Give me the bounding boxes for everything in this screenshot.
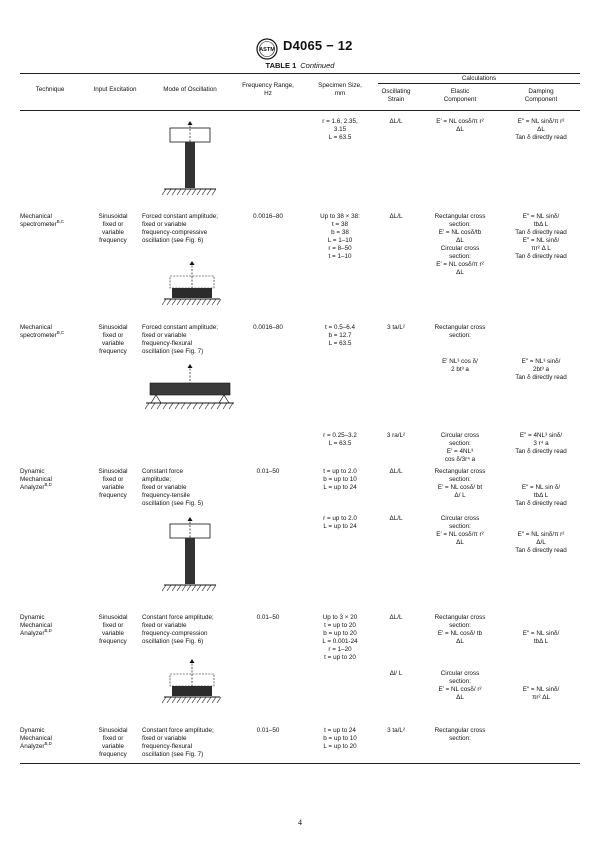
row5-input-line: fixed or: [102, 622, 124, 629]
row5-mode-line: oscillation (see Fig. 6): [142, 638, 204, 645]
row2-elastic-a: [420, 324, 500, 340]
row6-mode-line: oscillation (see Fig. 7): [142, 751, 204, 758]
row4-elastic-line: Rectangular cross: [434, 468, 486, 475]
row0-specimen: [305, 118, 375, 142]
row3-specimen-line: r = 0.25–3.2: [323, 432, 357, 439]
row0-elastic: [420, 118, 500, 134]
row2-strain: 3 ta/L²: [387, 324, 405, 331]
row5-elastic-line: E′ = NL cosδ/ tb: [437, 630, 483, 637]
row1-elastic-line: ΔL: [456, 269, 464, 276]
row1-damping-line: Tan δ directly read: [515, 229, 567, 236]
row1-frequency: 0.0016–80: [253, 213, 283, 220]
row5-elastic-line: section:: [449, 678, 471, 685]
col-specimen-line1: Specimen Size,: [318, 82, 362, 89]
row1-specimen: [305, 213, 375, 261]
row4-damping-line: Tan δ directly read: [515, 500, 567, 507]
row5-elastic-a: [420, 614, 500, 646]
row6-mode-line: frequency-flexural: [142, 743, 193, 750]
row1-damping-line: tbΔ L: [533, 221, 549, 228]
row6-frequency: 0.01–50: [256, 727, 280, 734]
tensile-specimen-figure: [158, 122, 222, 202]
row6-mode-line: Constant force amplitude;: [142, 727, 214, 734]
row1-specimen-line: t = 1–10: [328, 253, 352, 260]
row4-damping-line: tbΔ L: [533, 492, 549, 499]
row1-elastic-line: E′ = NL cosδ/π r²: [436, 261, 484, 268]
row5-elastic-b: [420, 670, 500, 702]
row4-strain-a: ΔL/L: [389, 468, 403, 475]
row4-elastic-line: E′ = NL cosδ/ bt: [437, 484, 483, 491]
row1-damping-line: E″ = NL sinδ/: [522, 213, 560, 220]
row2-elastic-b: [420, 358, 500, 374]
row1-damping: [502, 213, 580, 261]
row1-mode-line: Forced constant amplitude;: [142, 213, 218, 220]
row2-elastic-line: Rectangular cross: [434, 324, 486, 331]
col-frequency-line1: Frequency Range,: [242, 82, 294, 89]
row4-elastic-a: [420, 468, 500, 500]
row1-damping-line: E″ = NL sinδ/: [522, 237, 560, 244]
row4-technique-line: Analyzer: [20, 484, 45, 491]
row0-damping-line: Tan δ directly read: [515, 134, 567, 141]
row4-damping-b: [502, 531, 580, 555]
row1-elastic-line: ΔL: [456, 237, 464, 244]
row2-specimen: [305, 324, 375, 348]
row3-specimen: [305, 432, 375, 448]
row1-mode: [142, 213, 218, 245]
row2-input-line: frequency: [99, 348, 127, 355]
row2-damping-line: E″ = NL³ sinδ/: [521, 358, 561, 365]
row6-input-line: fixed or: [102, 735, 124, 742]
row5-input-line: frequency: [99, 638, 127, 645]
row4-technique: [20, 468, 52, 492]
row6-specimen-line: b = up to 10: [323, 735, 357, 742]
row4-specimen-a: [305, 468, 375, 492]
row3-elastic-line: Circular cross: [440, 432, 480, 439]
row5-elastic-line: Rectangular cross: [434, 614, 486, 621]
table-status: Continued: [300, 61, 335, 70]
row2-technique-footnote: B,C: [56, 330, 65, 335]
row4-technique-footnote: B,D: [44, 482, 52, 487]
row1-elastic-line: section:: [449, 253, 471, 260]
row4-elastic-line: ΔL: [456, 539, 464, 546]
row4-damping-line: E″ = NL sinδ/π r²: [517, 531, 565, 538]
row5-technique: [20, 614, 52, 638]
row4-elastic-line: Δ/ L: [454, 492, 466, 499]
row1-technique-line: spectrometer: [20, 221, 57, 228]
row5-strain-b: Δl/ L: [389, 670, 403, 677]
compression-specimen-figure: [160, 660, 224, 714]
row0-damping: [502, 118, 580, 142]
row2-mode: [142, 324, 218, 356]
row5-mode-line: frequency-compression: [142, 630, 208, 637]
col-damping-line1: Damping: [528, 88, 554, 95]
row5-specimen-line: Up to 3 × 20: [322, 614, 358, 621]
row6-elastic-line: Rectangular cross: [434, 727, 486, 734]
row1-elastic: [420, 213, 500, 277]
row1-specimen-line: Up to 38 × 38:: [320, 213, 360, 220]
row4-specimen-line: t = up to 2.0: [323, 468, 357, 475]
row4-mode-line: Constant force: [142, 468, 183, 475]
row3-damping-line: Tan δ directly read: [515, 448, 567, 455]
row4-specimen-b: [305, 515, 375, 531]
col-calculations: Calculations: [461, 75, 497, 82]
row5-mode-line: Constant force amplitude;: [142, 614, 214, 621]
col-elastic: [420, 88, 500, 104]
row5-specimen-line: t = up to 20: [324, 622, 356, 629]
row1-elastic-line: Circular cross: [440, 245, 480, 252]
row5-input-line: Sinusoidal: [98, 614, 128, 621]
row5-frequency: 0.01–50: [256, 614, 280, 621]
row0-specimen-line: L = 63.5: [328, 134, 352, 141]
row1-mode-line: frequency-compressive: [142, 229, 208, 236]
row0-damping-line: E″ = NL sinδ/π r²: [517, 118, 565, 125]
row4-input-line: fixed or: [102, 476, 124, 483]
row5-damping-b: [502, 686, 580, 702]
row4-elastic-line: section:: [449, 523, 471, 530]
row4-specimen-line: b = up to 10: [323, 476, 357, 483]
row5-damping-line: E″ = NL sinδ/: [522, 630, 560, 637]
row1-mode-line: oscillation (see Fig. 6): [142, 237, 204, 244]
row5-input: [85, 614, 141, 646]
row4-technique-line: Mechanical: [20, 476, 52, 483]
row4-elastic-line: Circular cross: [440, 515, 480, 522]
row1-input-line: Sinusoidal: [98, 213, 128, 220]
row6-input-line: frequency: [99, 751, 127, 758]
col-frequency-line2: Hz: [264, 90, 272, 97]
row1-strain: ΔL/L: [389, 213, 403, 220]
row5-mode: [142, 614, 214, 646]
row4-elastic-line: E′ = NL cosδ/π r²: [436, 531, 484, 538]
row5-mode-line: fixed or variable: [142, 622, 187, 629]
row1-elastic-line: Rectangular cross: [434, 213, 486, 220]
row5-elastic-line: ΔL: [456, 694, 464, 701]
table-bottom-rule: [20, 763, 580, 764]
row5-specimen-line: b = up to 20: [323, 630, 357, 637]
row2-input-line: Sinusoidal: [98, 324, 128, 331]
row5-damping-a: [502, 630, 580, 646]
row1-technique-line: Mechanical: [20, 213, 52, 220]
row2-technique: [20, 324, 64, 340]
row0-strain: ΔL/L: [389, 118, 403, 125]
row2-technique-line: spectrometer: [20, 332, 57, 339]
col-strain: [375, 88, 417, 104]
row0-elastic-line: E′ = NL cosδ/π r²: [436, 118, 484, 125]
row4-specimen-line: L = up to 24: [323, 484, 357, 491]
row2-damping-line: Tan δ directly read: [515, 374, 567, 381]
row4-damping-line: E″ = NL sin δ/: [521, 484, 561, 491]
row5-elastic-line: E′ = NL cosδ/ r²: [438, 686, 482, 693]
row1-specimen-line: L = 1–10: [327, 237, 353, 244]
row3-damping: [502, 432, 580, 456]
row2-input-line: fixed or: [102, 332, 124, 339]
row6-technique: [20, 727, 52, 751]
row2-elastic-line: E′ NL³ cos δ/: [442, 358, 478, 365]
row4-frequency: 0.01–50: [256, 468, 280, 475]
row1-input-line: frequency: [99, 237, 127, 244]
row1-input: [85, 213, 141, 245]
row2-technique-line: Mechanical: [20, 324, 52, 331]
table-top-rule: [20, 73, 580, 74]
row4-strain-b: ΔL/L: [389, 515, 403, 522]
row4-input-line: Sinusoidal: [98, 468, 128, 475]
row1-specimen-line: b = 38: [331, 229, 349, 236]
row4-specimen-line: r = up to 2.0: [323, 515, 357, 522]
row0-damping-line: ΔL: [537, 126, 545, 133]
row6-mode-line: fixed or variable: [142, 735, 187, 742]
row4-elastic-line: section:: [449, 476, 471, 483]
row4-input-line: frequency: [99, 492, 127, 499]
row4-mode: [142, 468, 203, 508]
row6-elastic: [420, 727, 500, 743]
row5-technique-footnote: B,D: [44, 628, 52, 633]
row3-damping-line: E″ = 4NL³ sinδ/: [519, 432, 563, 439]
row2-specimen-line: b = 12.7: [328, 332, 352, 339]
col-strain-line2: Strain: [387, 96, 405, 103]
row6-elastic-line: section:: [449, 735, 471, 742]
row2-mode-line: frequency-flexural: [142, 340, 193, 347]
row2-mode-line: Forced constant amplitude;: [142, 324, 218, 331]
row1-damping-line: πr² Δ L: [531, 245, 551, 252]
row1-specimen-line: r = 8–50: [328, 245, 352, 252]
row4-mode-line: amplitude;: [142, 476, 172, 483]
row0-specimen-line: 3.15: [333, 126, 347, 133]
row6-technique-line: Mechanical: [20, 735, 52, 742]
row1-technique-footnote: B,C: [56, 219, 65, 224]
tensile-specimen-figure: [158, 518, 222, 598]
col-specimen: [305, 82, 375, 98]
calculations-rule: [378, 83, 580, 84]
row6-mode: [142, 727, 214, 759]
col-damping: [502, 88, 580, 104]
row5-specimen-line: t = up to 20: [324, 654, 356, 661]
astm-logo-icon: [256, 38, 278, 60]
row2-input: [85, 324, 141, 356]
flexural-specimen-figure: [146, 365, 234, 415]
row4-mode-line: frequency-tensile: [142, 492, 190, 499]
row3-elastic-line: cos δ/3r⁴ a: [444, 456, 476, 463]
row3-elastic-line: section:: [449, 440, 471, 447]
row4-specimen-line: L = up to 24: [323, 523, 357, 530]
row1-input-line: fixed or: [102, 221, 124, 228]
row3-elastic-line: E′ = 4NL³: [446, 448, 474, 455]
page-number: 4: [298, 818, 302, 827]
row4-damping-a: [502, 484, 580, 508]
row6-input-line: variable: [101, 743, 125, 750]
col-specimen-line2: mm: [334, 90, 346, 97]
row2-mode-line: fixed or variable: [142, 332, 187, 339]
row6-specimen-line: L = up to 20: [323, 743, 357, 750]
row5-specimen: [305, 614, 375, 662]
col-technique: Technique: [35, 86, 65, 93]
row2-specimen-line: t = 0.5–6.4: [325, 324, 355, 331]
row5-elastic-line: section:: [449, 622, 471, 629]
row6-technique-line: Dynamic: [20, 727, 45, 734]
row1-specimen-line: t = 38: [332, 221, 348, 228]
header-bottom-rule: [20, 110, 580, 111]
col-mode: Mode of Oscillation: [163, 86, 217, 93]
row6-input-line: Sinusoidal: [98, 727, 128, 734]
col-strain-line1: Oscillating: [381, 88, 411, 95]
row2-elastic-line: section:: [449, 332, 471, 339]
row1-technique: [20, 213, 64, 229]
row5-specimen-line: r = 1–20: [328, 646, 352, 653]
row2-elastic-line: 2 bt³ a: [451, 366, 469, 373]
row5-technique-line: Mechanical: [20, 622, 52, 629]
row6-technique-line: Analyzer: [20, 743, 45, 750]
row4-elastic-b: [420, 515, 500, 547]
col-elastic-line2: Component: [443, 96, 477, 103]
row2-input-line: variable: [101, 340, 125, 347]
row3-specimen-line: L = 63.5: [328, 440, 352, 447]
col-input-excitation: Input Excitation: [93, 86, 137, 93]
row5-specimen-line: L = 0.001-24: [322, 638, 358, 645]
row5-damping-line: tbΔ L: [533, 638, 549, 645]
row4-input: [85, 468, 141, 500]
row1-elastic-line: section:: [449, 221, 471, 228]
row6-technique-footnote: B,D: [44, 741, 52, 746]
table-caption: [0, 61, 600, 70]
row4-mode-line: oscillation (see Fig. 5): [142, 500, 204, 507]
row2-specimen-line: L = 63.5: [328, 340, 352, 347]
row6-input: [85, 727, 141, 759]
row2-damping: [502, 358, 580, 382]
row1-elastic-line: E′ = NL cosδ/tb: [438, 229, 482, 236]
row1-damping-line: Tan δ directly read: [515, 253, 567, 260]
row4-mode-line: fixed or variable: [142, 484, 187, 491]
row5-elastic-line: ΔL: [456, 638, 464, 645]
row5-damping-line: E″ = NL sinδ/: [522, 686, 560, 693]
col-elastic-line1: Elastic: [450, 88, 470, 95]
row5-technique-line: Analyzer: [20, 630, 45, 637]
row4-damping-line: Tan δ directly read: [515, 547, 567, 554]
row1-mode-line: fixed or variable: [142, 221, 187, 228]
row1-input-line: variable: [101, 229, 125, 236]
row3-strain: 3 ra/L²: [386, 432, 406, 439]
document-designation: D4065 − 12: [283, 38, 353, 53]
row4-damping-line: Δ/L: [536, 539, 546, 546]
row6-specimen-line: t = up to 24: [324, 727, 356, 734]
row5-damping-line: πr² ΔL: [532, 694, 550, 701]
svg-text:ASTM: ASTM: [259, 47, 275, 54]
row6-strain: 3 ta/L²: [387, 727, 405, 734]
row5-strain-a: ΔL/L: [389, 614, 403, 621]
row6-specimen: [305, 727, 375, 751]
col-frequency: [238, 82, 298, 98]
table-label: TABLE 1: [265, 61, 297, 70]
row3-elastic: [420, 432, 500, 464]
row2-damping-line: 2bt³ a: [532, 366, 550, 373]
row4-technique-line: Dynamic: [20, 468, 45, 475]
row2-frequency: 0.0016–80: [253, 324, 283, 331]
row5-technique-line: Dynamic: [20, 614, 45, 621]
row5-elastic-line: Circular cross: [440, 670, 480, 677]
row0-specimen-line: r = 1.6, 2.35,: [322, 118, 358, 125]
row3-damping-line: 3 r⁴ a: [533, 440, 549, 447]
col-damping-line2: Component: [524, 96, 558, 103]
row0-elastic-line: ΔL: [456, 126, 464, 133]
row2-mode-line: oscillation (see Fig. 7): [142, 348, 204, 355]
row4-input-line: variable: [101, 484, 125, 491]
compression-specimen-figure: [160, 262, 224, 316]
row5-input-line: variable: [101, 630, 125, 637]
